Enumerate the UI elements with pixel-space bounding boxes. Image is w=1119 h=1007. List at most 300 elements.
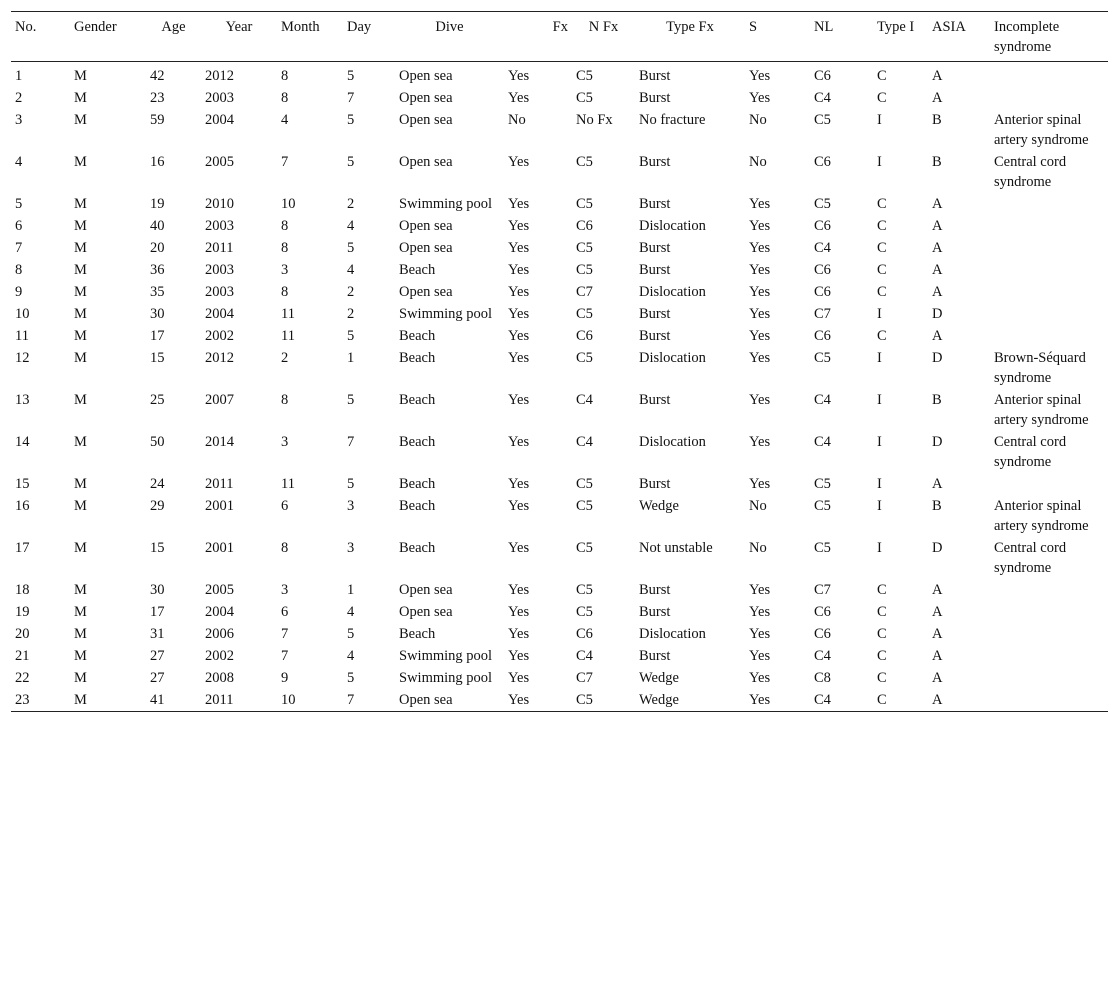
cell-no: 10 [15, 306, 30, 322]
cell-dive: Open sea [399, 284, 453, 300]
cell-incomplete-syndrome [990, 325, 1108, 347]
table-row [11, 601, 1108, 623]
table-row [11, 193, 1108, 215]
cell-dive: Open sea [399, 218, 453, 234]
cell-age: 23 [150, 90, 165, 106]
cell-year: 2003 [205, 218, 234, 234]
cell-year: 2012 [205, 68, 234, 84]
cell-fx: Yes [508, 284, 530, 300]
cell-incomplete-syndrome [990, 579, 1108, 601]
cell-incomplete-syndrome: Central cord syndrome [994, 434, 1067, 470]
cell-fx: Yes [508, 196, 530, 212]
cell-dive: Beach [399, 434, 436, 450]
cell-month: 3 [281, 262, 289, 278]
cell-dive: Beach [399, 350, 436, 366]
cell-age: 59 [150, 112, 165, 128]
cell-age: 29 [150, 498, 165, 514]
cell-n-fx: C6 [576, 218, 593, 234]
cell-month: 4 [281, 112, 289, 128]
cell-month: 8 [281, 392, 289, 408]
cell-type-fx: Burst [639, 648, 671, 664]
cell-type-i: C [877, 626, 887, 642]
cell-age: 40 [150, 218, 165, 234]
table-row [11, 151, 1108, 193]
cell-fx: No [508, 112, 526, 128]
cell-s: Yes [749, 240, 771, 256]
cell-no: 12 [15, 350, 30, 366]
cell-s: Yes [749, 68, 771, 84]
cell-type-i: I [877, 434, 882, 450]
cell-n-fx: C5 [576, 154, 593, 170]
cell-month: 7 [281, 648, 289, 664]
cell-age: 27 [150, 648, 165, 664]
cell-nl: C6 [814, 328, 831, 344]
cell-age: 42 [150, 68, 165, 84]
cell-month: 9 [281, 670, 289, 686]
cell-asia: B [932, 392, 942, 408]
cell-day: 4 [347, 262, 355, 278]
cell-nl: C6 [814, 284, 831, 300]
cell-type-i: I [877, 350, 882, 366]
cell-s: No [749, 112, 767, 128]
cell-s: No [749, 154, 767, 170]
cell-nl: C7 [814, 306, 831, 322]
cell-month: 8 [281, 90, 289, 106]
cell-no: 13 [15, 392, 30, 408]
cell-age: 20 [150, 240, 165, 256]
cell-asia: A [932, 90, 943, 106]
cell-type-i: C [877, 68, 887, 84]
cell-gender: M [74, 582, 87, 598]
cell-asia: A [932, 218, 943, 234]
cell-nl: C4 [814, 392, 831, 408]
col-header-asia: ASIA [932, 19, 966, 35]
cell-type-fx: Burst [639, 306, 671, 322]
cell-gender: M [74, 604, 87, 620]
col-header-gender: Gender [74, 19, 117, 35]
cell-fx: Yes [508, 476, 530, 492]
table-row [11, 347, 1108, 389]
cell-year: 2011 [205, 240, 234, 256]
cell-s: Yes [749, 434, 771, 450]
cell-month: 8 [281, 284, 289, 300]
cell-day: 5 [347, 240, 355, 256]
cell-incomplete-syndrome: Anterior spinal artery syndrome [994, 112, 1089, 148]
cell-incomplete-syndrome: Central cord syndrome [994, 540, 1067, 576]
cell-s: Yes [749, 692, 771, 708]
cell-age: 19 [150, 196, 165, 212]
cell-type-fx: Wedge [639, 692, 679, 708]
cell-type-i: I [877, 498, 882, 514]
cell-day: 2 [347, 306, 355, 322]
cell-incomplete-syndrome [990, 237, 1108, 259]
cell-month: 8 [281, 68, 289, 84]
cell-type-fx: Dislocation [639, 434, 706, 450]
cell-n-fx: C5 [576, 90, 593, 106]
cell-asia: A [932, 328, 943, 344]
table-row [11, 62, 1108, 88]
cell-n-fx: C5 [576, 68, 593, 84]
cell-gender: M [74, 328, 87, 344]
col-header-nl: NL [814, 19, 834, 35]
col-header-dive: Dive [435, 19, 464, 35]
cell-asia: A [932, 648, 943, 664]
cell-incomplete-syndrome [990, 62, 1108, 88]
cell-type-fx: Burst [639, 68, 671, 84]
cell-type-fx: Dislocation [639, 284, 706, 300]
cell-age: 35 [150, 284, 165, 300]
cell-n-fx: C4 [576, 434, 593, 450]
table-row [11, 495, 1108, 537]
cell-n-fx: C5 [576, 306, 593, 322]
cell-type-fx: Burst [639, 90, 671, 106]
cell-dive: Open sea [399, 68, 453, 84]
table-row [11, 473, 1108, 495]
cell-day: 4 [347, 218, 355, 234]
cell-fx: Yes [508, 218, 530, 234]
cell-dive: Open sea [399, 692, 453, 708]
cell-nl: C7 [814, 582, 831, 598]
cell-year: 2004 [205, 112, 234, 128]
cell-fx: Yes [508, 240, 530, 256]
cell-gender: M [74, 196, 87, 212]
patients-table [11, 11, 1108, 712]
table-row [11, 537, 1108, 579]
cell-no: 11 [15, 328, 29, 344]
cell-asia: A [932, 670, 943, 686]
cell-type-fx: Burst [639, 476, 671, 492]
cell-type-i: C [877, 582, 887, 598]
cell-month: 8 [281, 218, 289, 234]
table-row [11, 237, 1108, 259]
cell-incomplete-syndrome [990, 87, 1108, 109]
cell-s: Yes [749, 284, 771, 300]
cell-nl: C6 [814, 218, 831, 234]
cell-type-i: C [877, 218, 887, 234]
cell-year: 2002 [205, 648, 234, 664]
cell-asia: A [932, 582, 943, 598]
cell-year: 2004 [205, 306, 234, 322]
cell-s: Yes [749, 626, 771, 642]
table-row [11, 87, 1108, 109]
cell-incomplete-syndrome [990, 303, 1108, 325]
cell-day: 2 [347, 284, 355, 300]
cell-month: 11 [281, 306, 295, 322]
cell-age: 24 [150, 476, 165, 492]
cell-nl: C4 [814, 90, 831, 106]
cell-gender: M [74, 476, 87, 492]
cell-dive: Open sea [399, 240, 453, 256]
cell-age: 31 [150, 626, 165, 642]
col-header-month: Month [281, 19, 320, 35]
table-row [11, 645, 1108, 667]
cell-s: No [749, 540, 767, 556]
cell-asia: D [932, 434, 943, 450]
cell-dive: Beach [399, 498, 436, 514]
cell-no: 15 [15, 476, 30, 492]
cell-day: 5 [347, 328, 355, 344]
cell-asia: A [932, 196, 943, 212]
cell-year: 2007 [205, 392, 234, 408]
cell-gender: M [74, 648, 87, 664]
cell-incomplete-syndrome [990, 667, 1108, 689]
cell-asia: D [932, 540, 943, 556]
cell-month: 7 [281, 154, 289, 170]
cell-year: 2003 [205, 262, 234, 278]
cell-dive: Beach [399, 476, 436, 492]
cell-year: 2011 [205, 692, 234, 708]
cell-fx: Yes [508, 626, 530, 642]
cell-month: 8 [281, 240, 289, 256]
cell-year: 2011 [205, 476, 234, 492]
cell-nl: C5 [814, 112, 831, 128]
cell-day: 1 [347, 582, 355, 598]
cell-age: 30 [150, 582, 165, 598]
cell-day: 5 [347, 476, 355, 492]
cell-age: 27 [150, 670, 165, 686]
cell-gender: M [74, 284, 87, 300]
cell-year: 2003 [205, 90, 234, 106]
table-row [11, 389, 1108, 431]
cell-no: 4 [15, 154, 23, 170]
cell-nl: C6 [814, 68, 831, 84]
cell-type-fx: Burst [639, 582, 671, 598]
cell-asia: A [932, 604, 943, 620]
cell-nl: C5 [814, 196, 831, 212]
cell-type-fx: Wedge [639, 670, 679, 686]
cell-gender: M [74, 218, 87, 234]
table-row [11, 431, 1108, 473]
cell-day: 4 [347, 604, 355, 620]
col-header-s: S [749, 19, 758, 35]
cell-s: Yes [749, 670, 771, 686]
cell-incomplete-syndrome [990, 259, 1108, 281]
cell-year: 2002 [205, 328, 234, 344]
cell-gender: M [74, 670, 87, 686]
cell-asia: D [932, 350, 943, 366]
cell-year: 2010 [205, 196, 234, 212]
cell-nl: C4 [814, 648, 831, 664]
cell-n-fx: C4 [576, 392, 593, 408]
cell-no: 7 [15, 240, 23, 256]
cell-nl: C4 [814, 692, 831, 708]
col-header-fx: Fx [552, 19, 568, 35]
cell-day: 4 [347, 648, 355, 664]
cell-type-i: I [877, 540, 882, 556]
cell-no: 8 [15, 262, 23, 278]
cell-nl: C4 [814, 434, 831, 450]
cell-gender: M [74, 68, 87, 84]
cell-age: 15 [150, 540, 165, 556]
table-row [11, 689, 1108, 712]
cell-type-i: C [877, 692, 887, 708]
cell-day: 7 [347, 692, 355, 708]
cell-month: 6 [281, 604, 289, 620]
cell-no: 5 [15, 196, 23, 212]
cell-gender: M [74, 692, 87, 708]
cell-incomplete-syndrome [990, 601, 1108, 623]
cell-s: Yes [749, 262, 771, 278]
cell-dive: Beach [399, 540, 436, 556]
cell-fx: Yes [508, 604, 530, 620]
cell-s: Yes [749, 350, 771, 366]
cell-gender: M [74, 112, 87, 128]
cell-type-fx: Burst [639, 262, 671, 278]
cell-asia: A [932, 68, 943, 84]
cell-no: 23 [15, 692, 30, 708]
cell-incomplete-syndrome [990, 215, 1108, 237]
cell-gender: M [74, 262, 87, 278]
cell-type-i: C [877, 262, 887, 278]
cell-month: 11 [281, 328, 295, 344]
cell-day: 7 [347, 90, 355, 106]
cell-no: 14 [15, 434, 30, 450]
cell-fx: Yes [508, 582, 530, 598]
cell-type-fx: Dislocation [639, 218, 706, 234]
cell-fx: Yes [508, 648, 530, 664]
cell-year: 2005 [205, 582, 234, 598]
cell-fx: Yes [508, 392, 530, 408]
table-header-row [11, 12, 1108, 62]
cell-day: 5 [347, 154, 355, 170]
cell-dive: Beach [399, 328, 436, 344]
cell-type-fx: Burst [639, 196, 671, 212]
cell-s: Yes [749, 196, 771, 212]
cell-gender: M [74, 240, 87, 256]
cell-n-fx: C5 [576, 604, 593, 620]
cell-dive: Swimming pool [399, 306, 493, 322]
cell-year: 2014 [205, 434, 234, 450]
cell-asia: A [932, 262, 943, 278]
cell-n-fx: C5 [576, 476, 593, 492]
col-header-no: No. [15, 19, 37, 35]
cell-fx: Yes [508, 670, 530, 686]
cell-age: 16 [150, 154, 165, 170]
cell-asia: B [932, 498, 942, 514]
cell-day: 7 [347, 434, 355, 450]
cell-n-fx: C5 [576, 692, 593, 708]
cell-asia: D [932, 306, 943, 322]
cell-gender: M [74, 90, 87, 106]
cell-age: 50 [150, 434, 165, 450]
cell-n-fx: C6 [576, 328, 593, 344]
cell-incomplete-syndrome [990, 193, 1108, 215]
table-row [11, 623, 1108, 645]
cell-type-fx: Burst [639, 240, 671, 256]
cell-nl: C5 [814, 540, 831, 556]
table-row [11, 303, 1108, 325]
cell-fx: Yes [508, 540, 530, 556]
table-row [11, 579, 1108, 601]
cell-asia: A [932, 626, 943, 642]
cell-nl: C5 [814, 350, 831, 366]
cell-type-i: C [877, 604, 887, 620]
cell-asia: A [932, 284, 943, 300]
cell-year: 2001 [205, 540, 234, 556]
cell-no: 18 [15, 582, 30, 598]
cell-month: 7 [281, 626, 289, 642]
table-row [11, 109, 1108, 151]
cell-asia: B [932, 154, 942, 170]
cell-dive: Beach [399, 392, 436, 408]
col-header-day: Day [347, 19, 372, 35]
cell-incomplete-syndrome [990, 473, 1108, 495]
cell-asia: A [932, 692, 943, 708]
cell-age: 36 [150, 262, 165, 278]
cell-n-fx: C4 [576, 648, 593, 664]
cell-n-fx: C6 [576, 626, 593, 642]
cell-month: 8 [281, 540, 289, 556]
cell-fx: Yes [508, 328, 530, 344]
table-row [11, 259, 1108, 281]
cell-month: 6 [281, 498, 289, 514]
cell-fx: Yes [508, 68, 530, 84]
cell-n-fx: C5 [576, 262, 593, 278]
cell-type-i: C [877, 648, 887, 664]
cell-dive: Swimming pool [399, 670, 493, 686]
cell-n-fx: C5 [576, 196, 593, 212]
cell-n-fx: C5 [576, 540, 593, 556]
cell-no: 21 [15, 648, 30, 664]
cell-age: 17 [150, 328, 165, 344]
cell-nl: C8 [814, 670, 831, 686]
cell-day: 5 [347, 670, 355, 686]
col-header-n-fx: N Fx [588, 19, 619, 35]
cell-type-i: I [877, 392, 882, 408]
cell-type-i: I [877, 112, 882, 128]
cell-gender: M [74, 498, 87, 514]
cell-asia: A [932, 476, 943, 492]
cell-age: 15 [150, 350, 165, 366]
table-row [11, 325, 1108, 347]
cell-type-i: C [877, 284, 887, 300]
cell-age: 25 [150, 392, 165, 408]
cell-n-fx: C7 [576, 670, 593, 686]
cell-gender: M [74, 306, 87, 322]
cell-dive: Beach [399, 262, 436, 278]
cell-day: 5 [347, 392, 355, 408]
cell-type-fx: Burst [639, 154, 671, 170]
cell-nl: C5 [814, 498, 831, 514]
cell-no: 22 [15, 670, 30, 686]
cell-no: 17 [15, 540, 30, 556]
cell-year: 2003 [205, 284, 234, 300]
cell-incomplete-syndrome [990, 645, 1108, 667]
cell-s: Yes [749, 90, 771, 106]
col-header-type-fx: Type Fx [666, 19, 714, 35]
cell-incomplete-syndrome [990, 689, 1108, 712]
cell-asia: B [932, 112, 942, 128]
table-row [11, 215, 1108, 237]
cell-type-fx: No fracture [639, 112, 706, 128]
cell-type-i: I [877, 154, 882, 170]
cell-month: 3 [281, 434, 289, 450]
cell-s: Yes [749, 392, 771, 408]
cell-no: 9 [15, 284, 23, 300]
cell-nl: C6 [814, 154, 831, 170]
cell-incomplete-syndrome: Anterior spinal artery syndrome [994, 392, 1089, 428]
cell-day: 3 [347, 498, 355, 514]
cell-dive: Open sea [399, 154, 453, 170]
cell-n-fx: C5 [576, 350, 593, 366]
cell-gender: M [74, 350, 87, 366]
cell-s: Yes [749, 218, 771, 234]
cell-s: Yes [749, 648, 771, 664]
cell-gender: M [74, 392, 87, 408]
cell-month: 2 [281, 350, 289, 366]
cell-nl: C4 [814, 240, 831, 256]
cell-dive: Open sea [399, 90, 453, 106]
